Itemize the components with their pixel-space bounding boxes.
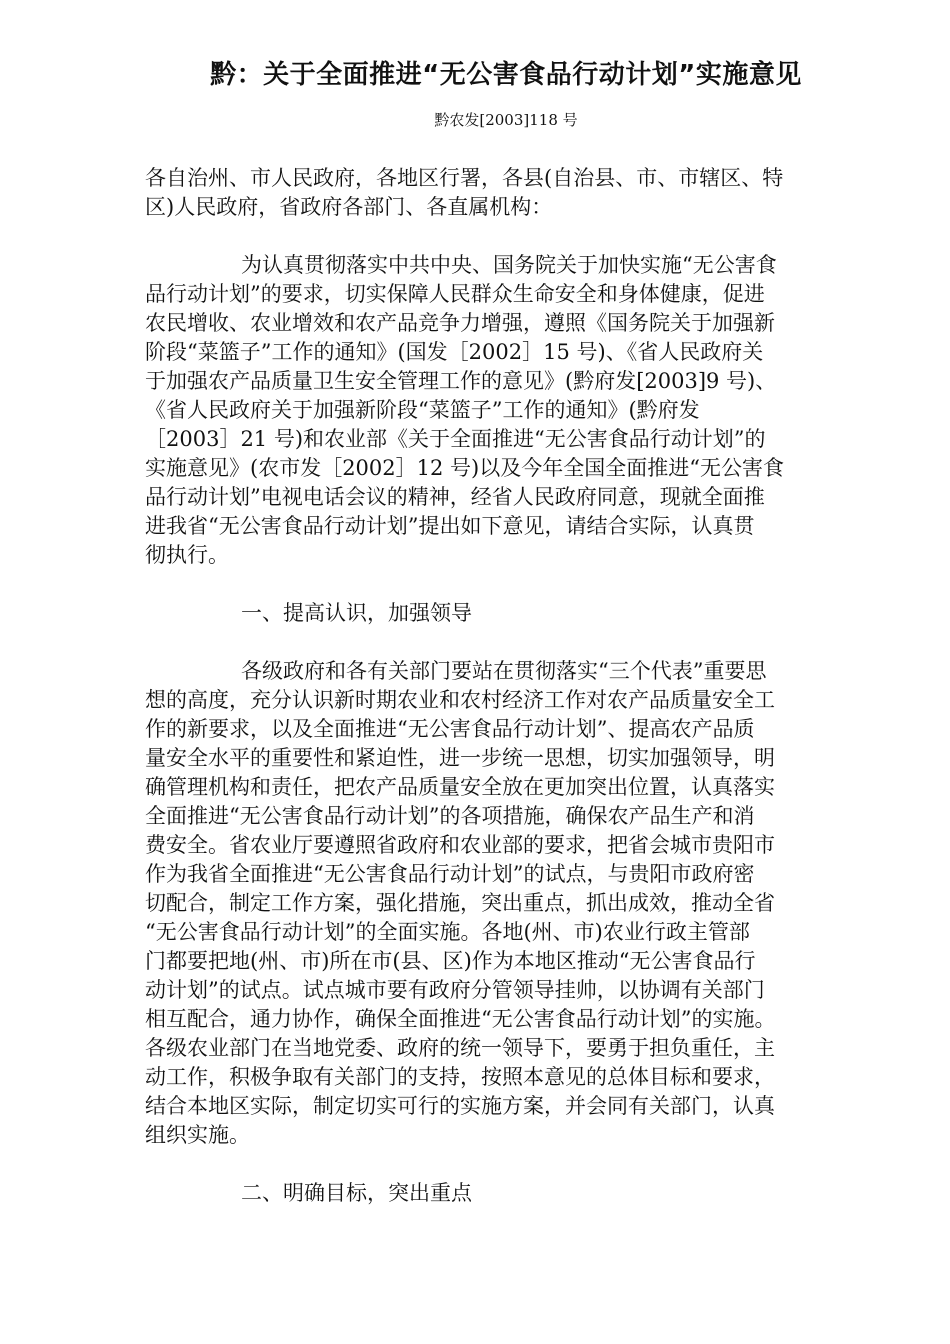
paragraph-gap: [145, 628, 860, 657]
paragraph-line: 全面推进“无公害食品行动计划”的各项措施，确保农产品生产和消: [145, 804, 755, 828]
paragraph-line: 结合本地区实际，制定切实可行的实施方案，并会同有关部门，认真: [145, 1094, 775, 1118]
paragraph-line: 《省人民政府关于加强新阶段“菜篮子”工作的通知》(黔府发: [145, 398, 700, 422]
intro-paragraph: [145, 251, 860, 570]
paragraph-line: 切配合，制定工作方案，强化措施，突出重点，抓出成效，推动全省: [145, 891, 775, 915]
document-body: [145, 164, 860, 1208]
paragraph-line: 为认真贯彻落实中共中央、国务院关于加快实施“无公害食: [241, 253, 777, 277]
salutation-line: 区)人民政府，省政府各部门、各直属机构：: [145, 195, 553, 219]
paragraph-gap: [145, 222, 860, 251]
section-heading: 二、明确目标，突出重点: [241, 1181, 472, 1205]
paragraph-line: 相互配合，通力协作，确保全面推进“无公害食品行动计划”的实施。: [145, 1007, 776, 1031]
paragraph-line: 组织实施。: [145, 1123, 250, 1147]
paragraph-gap: [145, 1150, 860, 1179]
paragraph-line: 各级政府和各有关部门要站在贯彻落实“三个代表”重要思: [241, 659, 767, 683]
paragraph-line: “无公害食品行动计划”的全面实施。各地(州、市)农业行政主管部: [145, 920, 750, 944]
paragraph-line: 进我省“无公害食品行动计划”提出如下意见，请结合实际，认真贯: [145, 514, 755, 538]
paragraph-line: 动工作，积极争取有关部门的支持，按照本意见的总体目标和要求，: [145, 1065, 775, 1089]
paragraph-line: 确管理机构和责任，把农产品质量安全放在更加突出位置，认真落实: [145, 775, 775, 799]
section1-paragraph: [145, 657, 860, 1150]
section-heading: 一、提高认识，加强领导: [241, 601, 472, 625]
document-title: 黔：关于全面推进“无公害食品行动计划”实施意见: [210, 60, 802, 90]
paragraph-line: ［2003］21 号)和农业部《关于全面推进“无公害食品行动计划”的: [145, 427, 766, 451]
paragraph-line: 实施意见》(农市发［2002］12 号)以及今年全国全面推进“无公害食: [145, 456, 784, 480]
paragraph-line: 农民增收、农业增效和农产品竞争力增强，遵照《国务院关于加强新: [145, 311, 775, 335]
document-number: 黔农发[2003]118 号: [434, 111, 578, 129]
paragraph-line: 各级农业部门在当地党委、政府的统一领导下，要勇于担负重任，主: [145, 1036, 775, 1060]
paragraph-line: 于加强农产品质量卫生安全管理工作的意见》(黔府发[2003]9 号)、: [145, 369, 777, 393]
paragraph-line: 门都要把地(州、市)所在市(县、区)作为本地区推动“无公害食品行: [145, 949, 756, 973]
paragraph-line: 阶段“菜篮子”工作的通知》(国发［2002］15 号)、《省人民政府关: [145, 340, 764, 364]
salutation-line: 各自治州、市人民政府，各地区行署，各县(自治县、市、市辖区、特: [145, 166, 784, 190]
paragraph-gap: [145, 570, 860, 599]
paragraph-line: 彻执行。: [145, 543, 229, 567]
paragraph-line: 作的新要求，以及全面推进“无公害食品行动计划”、提高农产品质: [145, 717, 755, 741]
paragraph-line: 量安全水平的重要性和紧迫性，进一步统一思想，切实加强领导，明: [145, 746, 775, 770]
paragraph-line: 费安全。省农业厅要遵照省政府和农业部的要求，把省会城市贵阳市: [145, 833, 775, 857]
paragraph-line: 想的高度，充分认识新时期农业和农村经济工作对农产品质量安全工: [145, 688, 775, 712]
paragraph-line: 品行动计划”的要求，切实保障人民群众生命安全和身体健康，促进: [145, 282, 765, 306]
paragraph-line: 作为我省全面推进“无公害食品行动计划”的试点，与贵阳市政府密: [145, 862, 755, 886]
paragraph-line: 品行动计划”电视电话会议的精神，经省人民政府同意，现就全面推: [145, 485, 765, 509]
salutation: [145, 164, 860, 222]
paragraph-line: 动计划”的试点。试点城市要有政府分管领导挂帅，以协调有关部门: [145, 978, 765, 1002]
